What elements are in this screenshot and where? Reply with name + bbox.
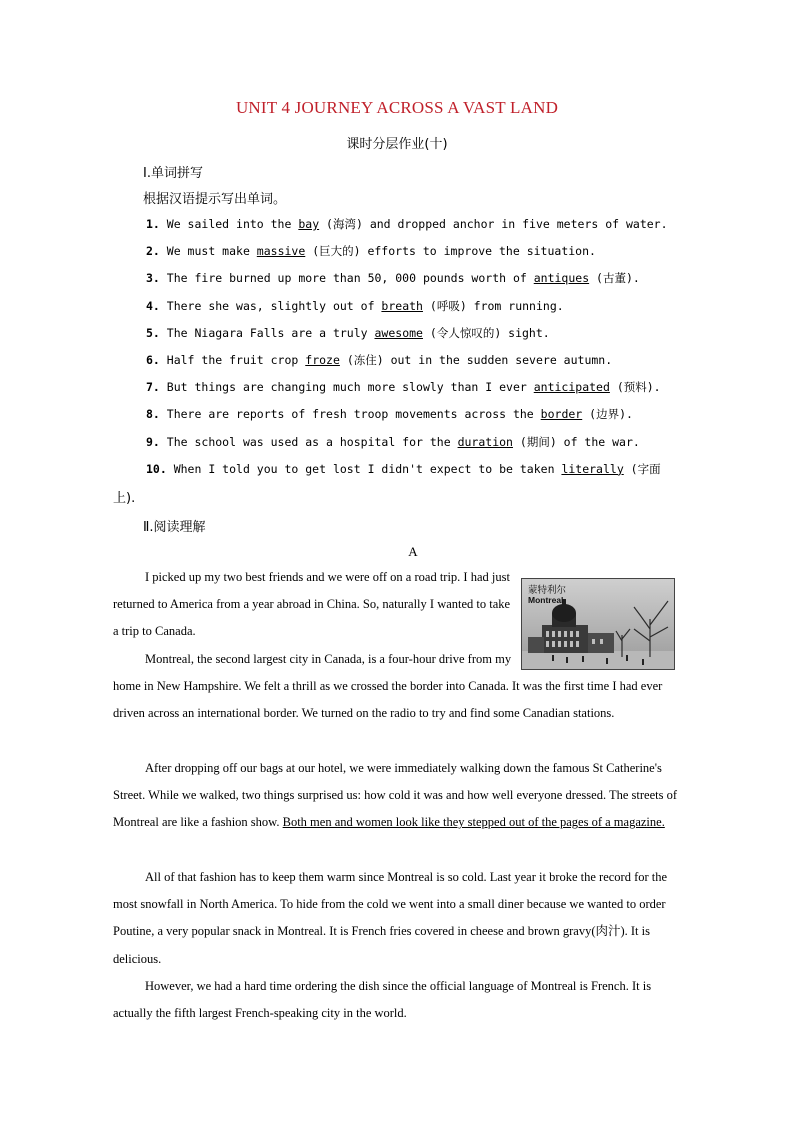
- item-number: 3.: [146, 271, 160, 286]
- item-text-after: (边界).: [582, 407, 633, 422]
- word-item-1: [146, 216, 668, 232]
- word-item-9: [146, 434, 640, 450]
- item-number: 9.: [146, 434, 160, 449]
- word-item-4: [146, 298, 564, 314]
- assignment-subtitle: 课时分层作业(十): [346, 137, 448, 152]
- item-answer: breath: [381, 298, 423, 313]
- item-text-before: The school was used as a hospital for the: [159, 434, 458, 449]
- section2-heading: Ⅱ.阅读理解: [143, 520, 206, 535]
- item-number: 1.: [146, 217, 160, 231]
- item-text-before: But things are changing much more slowly than I ever: [159, 380, 534, 395]
- passage-paragraph-2: Montreal, the second largest city in Canada, is a four-hour drive from my home in New Hampshire. We felt a thrill as we crossed the border into Canada. It was the first time I had ever driven across an international border. We turned on the radio to try and find some Canadian stations.: [113, 651, 663, 721]
- passage-paragraph-5: However, we had a hard time ordering the dish since the official language of Montreal is French. It is actually the fifth largest French-speaking city in the world.: [113, 979, 652, 1021]
- item-answer: literally: [561, 461, 624, 476]
- word-item-5: [146, 325, 550, 341]
- unit-title: UNIT 4 JOURNEY ACROSS A VAST LAND: [235, 98, 559, 117]
- item-text-before: Half the fruit crop: [159, 353, 306, 367]
- section1-instruction: 根据汉语提示写出单词。: [143, 192, 287, 207]
- word-item-6: [146, 352, 612, 368]
- item-text-after: (期间) of the war.: [512, 434, 640, 449]
- item-text-after: (预料).: [609, 380, 661, 395]
- passage-paragraph-3: After dropping off our bags at our hotel, we were immediately walking down the famous St Catherine's Street. While we walked, two things surprised us: how cold it was and how well everyone dressed. The streets of Montreal are like a fashion show. Both men and women look like they stepped out of the pages of a magazine.: [113, 761, 677, 830]
- item-text-before: The Niagara Falls are a truly: [159, 325, 375, 340]
- item-10-tail: 上).: [113, 491, 136, 506]
- item-text-after: (古董).: [589, 271, 640, 286]
- item-text-before: There she was, slightly out of: [159, 298, 382, 313]
- word-item-8: [146, 406, 633, 422]
- item-text-before: There are reports of fresh troop movements across the: [159, 407, 541, 422]
- word-item-10: [146, 461, 661, 477]
- item-number: 7.: [146, 380, 160, 395]
- item-answer: bay: [298, 217, 320, 231]
- underlined-sentence: Both men and women look like they stepped out of the pages of a magazine.: [282, 815, 665, 830]
- item-text-after: (字面: [623, 461, 661, 476]
- item-text-after: (海湾) and dropped anchor in five meters of water.: [319, 217, 668, 231]
- passage-paragraph-1: I picked up my two best friends and we were off on a road trip. I had just returned to America from a year abroad in China. So, naturally I wanted to take a trip to Canada. Montreal, the second largest city in Canada, is a four-hour drive from my home in New Hampshire. We felt a thrill as we crossed the border into Canada. It was the first time I had ever driven across an international border. We turned on the radio to try and find some Canadian stations.: [113, 564, 681, 727]
- section1-heading: Ⅰ.单词拼写: [143, 166, 203, 181]
- item-answer: froze: [305, 353, 340, 367]
- item-answer: massive: [256, 244, 306, 259]
- item-answer: duration: [457, 434, 513, 449]
- item-text-after: (冻住) out in the sudden severe autumn.: [339, 353, 613, 367]
- item-text-before: When I told you to get lost I didn't expect to be taken: [166, 461, 562, 476]
- item-answer: antiques: [533, 271, 590, 286]
- item-text-after: (令人惊叹的) sight.: [422, 325, 550, 340]
- item-text-after: (呼吸) from running.: [422, 298, 564, 313]
- item-number: 2.: [146, 244, 160, 259]
- item-number: 6.: [146, 353, 160, 367]
- item-number: 10.: [146, 461, 167, 476]
- item-number: 4.: [146, 298, 160, 313]
- item-text-after: (巨大的) efforts to improve the situation.: [305, 244, 596, 259]
- photo-caption-cn: 蒙特利尔: [528, 585, 567, 596]
- passage-paragraph-4: All of that fashion has to keep them warm since Montreal is so cold. Last year it broke the record for the most snowfall in North America. To hide from the cold we went into a small diner because we wanted to order Poutine, a very popular snack in Montreal. It is French fries covered in cheese and brown gravy(肉汁). It is delicious.: [113, 870, 668, 966]
- item-text-before: We sailed into the: [159, 217, 299, 231]
- item-answer: border: [540, 407, 583, 422]
- item-answer: awesome: [374, 325, 423, 340]
- item-number: 8.: [146, 407, 160, 422]
- item-number: 5.: [146, 325, 160, 340]
- item-answer: anticipated: [533, 380, 610, 395]
- word-item-3: [146, 270, 640, 286]
- word-item-2: [146, 243, 596, 259]
- passage-label: A: [408, 544, 418, 559]
- photo-spacer: [515, 564, 681, 652]
- word-item-7: [146, 379, 661, 395]
- item-text-before: The fire burned up more than 50, 000 pounds worth of: [159, 271, 534, 286]
- item-text-before: We must make: [159, 244, 257, 259]
- photo-caption-en: Montreal: [528, 595, 564, 605]
